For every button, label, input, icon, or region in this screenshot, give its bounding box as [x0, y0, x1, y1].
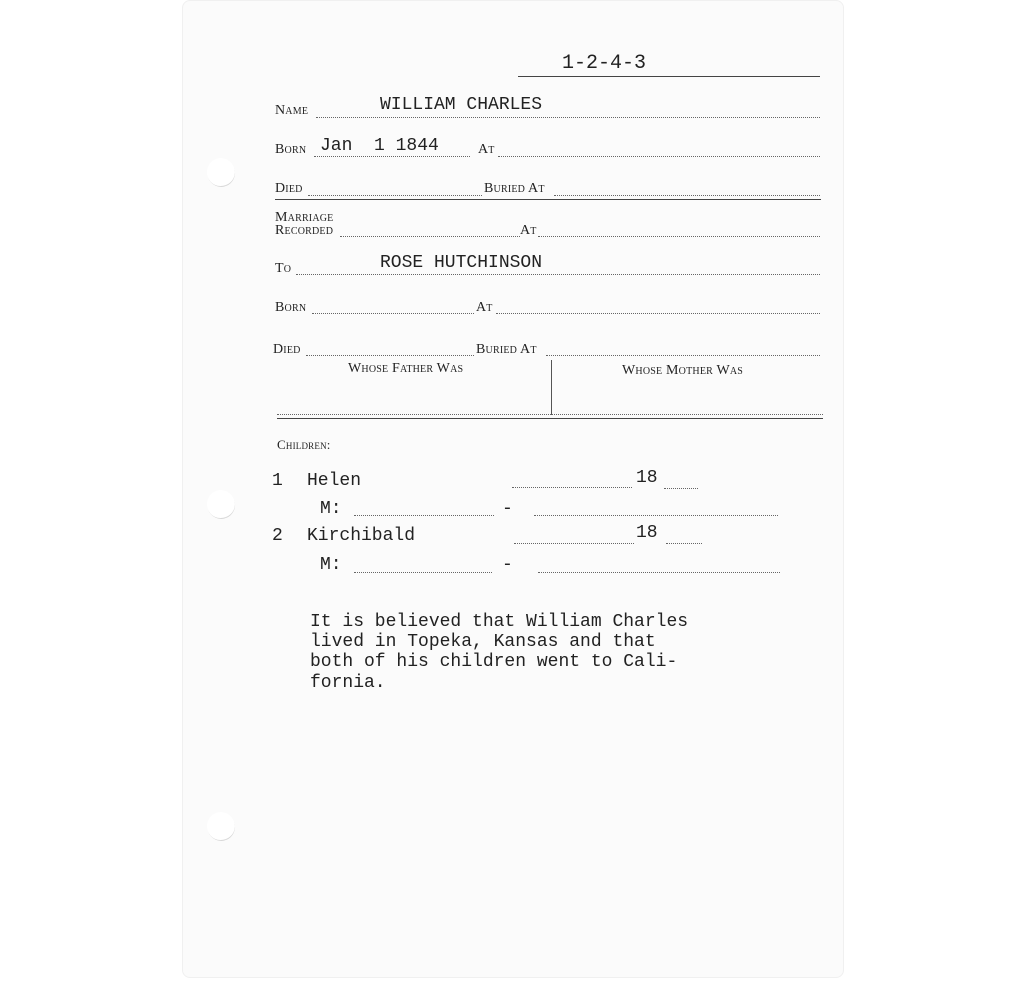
- child-1-date-line: [512, 487, 632, 488]
- note-line-3: both of his children went to Cali-: [310, 652, 678, 672]
- recorded-at-line: [538, 236, 820, 237]
- whose-father-was-label: Whose Father Was: [348, 361, 464, 376]
- note-line-4: fornia.: [310, 673, 386, 693]
- spouse-born-label: Born: [275, 300, 307, 315]
- child-1-spouse-line: [354, 515, 494, 516]
- born-date-line: [314, 156, 470, 157]
- child-2-spouse-date-line: [538, 572, 780, 573]
- born-value: Jan 1 1844: [320, 136, 439, 156]
- child-2-m-label: M:: [320, 555, 342, 575]
- ref-number: 1-2-4-3: [562, 52, 647, 75]
- to-line: [296, 274, 820, 275]
- recorded-at-label: At: [520, 223, 537, 238]
- child-1-spouse-date-line: [534, 515, 778, 516]
- spouse-died-line: [306, 355, 474, 356]
- children-label: Children:: [277, 437, 331, 452]
- recorded-line: [340, 236, 520, 237]
- born-at-line: [498, 156, 820, 157]
- child-1-name: Helen: [307, 471, 362, 491]
- name-value: WILLIAM CHARLES: [380, 95, 543, 115]
- child-2-spouse-line: [354, 572, 492, 573]
- to-label: To: [275, 261, 292, 276]
- spouse-value: ROSE HUTCHINSON: [380, 253, 543, 273]
- buried-at-line: [554, 195, 820, 196]
- born-label: Born: [275, 142, 307, 157]
- spouse-born-at-label: At: [476, 300, 493, 315]
- note-line-1: It is believed that William Charles: [310, 612, 689, 632]
- spouse-buried-at-label: Buried At: [476, 342, 537, 357]
- child-1-year-line: [664, 488, 698, 489]
- parents-divider: [551, 360, 552, 415]
- child-1-m-label: M:: [320, 499, 342, 519]
- name-line: [316, 117, 820, 118]
- child-1-year: 18: [636, 468, 658, 488]
- child-2-date-line: [514, 543, 634, 544]
- child-2-year-line: [666, 543, 702, 544]
- child-2-year: 18: [636, 523, 658, 543]
- recorded-label: Recorded: [275, 223, 334, 238]
- marriage-label: Marriage: [275, 210, 334, 225]
- children-divider: [277, 418, 823, 419]
- child-2-name: Kirchibald: [307, 526, 416, 546]
- spouse-died-label: Died: [273, 342, 301, 357]
- spouse-born-at-line: [496, 313, 820, 314]
- child-2-dash: -: [502, 555, 513, 575]
- note-line-2: lived in Topeka, Kansas and that: [310, 632, 656, 652]
- born-at-label: At: [478, 142, 495, 157]
- name-label: Name: [275, 103, 309, 118]
- spouse-born-line: [312, 313, 474, 314]
- died-label: Died: [275, 181, 303, 196]
- parents-line: [277, 414, 823, 415]
- child-1-number: 1: [272, 471, 283, 491]
- died-line: [308, 195, 482, 196]
- child-1-dash: -: [502, 499, 513, 519]
- buried-at-label: Buried At: [484, 181, 545, 196]
- ref-underline: [518, 76, 820, 77]
- whose-mother-was-label: Whose Mother Was: [622, 363, 744, 378]
- child-2-number: 2: [272, 526, 283, 546]
- spouse-buried-at-line: [546, 355, 820, 356]
- section-divider: [275, 199, 821, 200]
